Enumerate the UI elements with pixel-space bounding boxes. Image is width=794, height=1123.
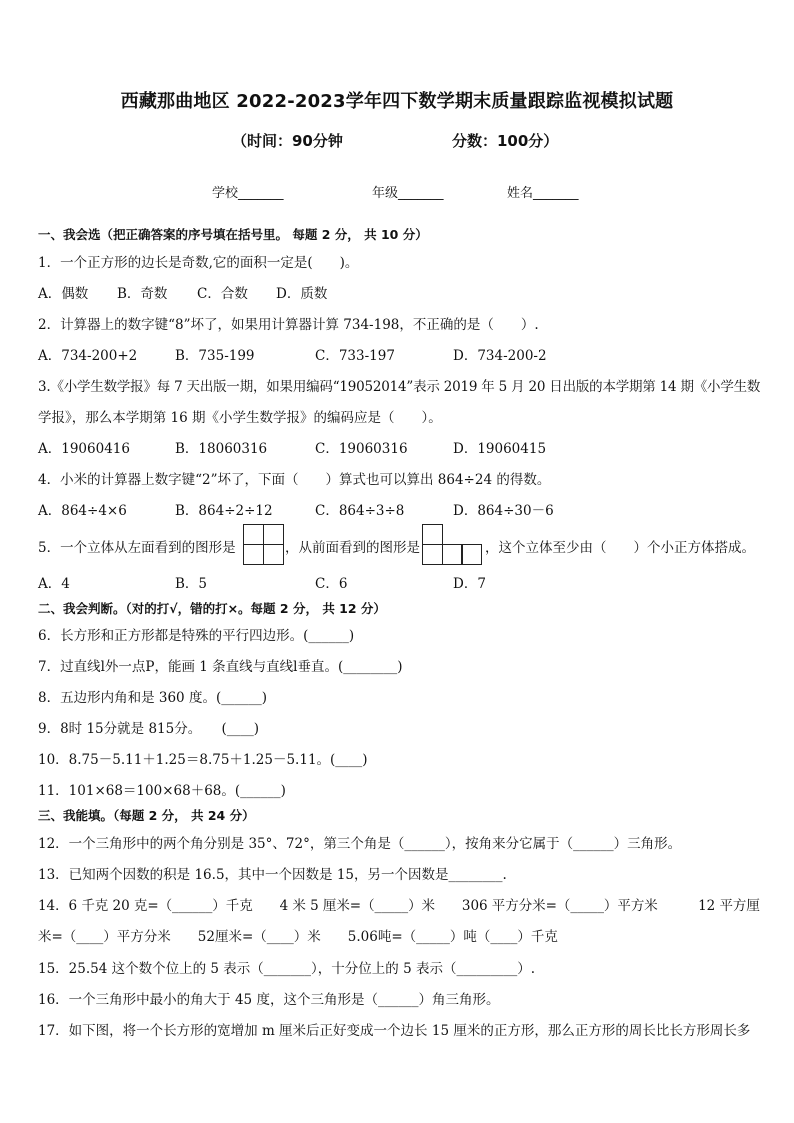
- exam-time: （时间：90分钟: [232, 132, 343, 150]
- question-1: 1．一个正方形的边长是奇数,它的面积一定是( )。: [38, 255, 359, 271]
- exam-score: 分数：100分）: [452, 132, 559, 150]
- question-5-part-b: ，从前面看到的图形是: [285, 540, 420, 556]
- q4-option-c: C．864÷3÷8: [315, 503, 405, 519]
- question-11: 11．101×68＝100×68＋68。(______): [38, 783, 286, 799]
- q3-option-c: C．19060316: [315, 441, 408, 457]
- q4-option-a: A．864÷4×6: [38, 503, 127, 519]
- q2-option-a: A．734-200+2: [38, 348, 138, 364]
- q5-option-d: D．7: [453, 576, 486, 592]
- page-title: 西藏那曲地区 2022-2023学年四下数学期末质量跟踪监视模拟试题: [120, 91, 674, 112]
- question-9: 9．8时 15分就是 815分。 (____): [38, 721, 259, 737]
- q3-option-a: A．19060416: [38, 441, 130, 457]
- question-17: 17．如下图，将一个长方形的宽增加 m 厘米后正好变成一个边长 15 厘米的正方形，那么正方形的周长比长方形周长多: [38, 1023, 751, 1039]
- q1-option-d: D．质数: [276, 286, 328, 302]
- question-5-part-a: 5．一个立体从左面看到的图形是: [38, 540, 236, 556]
- q2-option-d: D．734-200-2: [453, 348, 547, 364]
- q2-option-b: B．735-199: [175, 348, 255, 364]
- question-3: 3.《小学生数学报》每 7 天出版一期，如果用编码“19052014”表示 2019 年 5 月 20 日出版的本学期第 14 期《小学生数: [38, 379, 761, 395]
- q4-option-d: D．864÷30－6: [453, 503, 554, 519]
- q3-option-b: B．18060316: [175, 441, 268, 457]
- question-13: 13．已知两个因数的积是 16.5，其中一个因数是 15，另一个因数是________.: [38, 867, 507, 883]
- question-10: 10．8.75－5.11＋1.25＝8.75＋1.25－5.11。(____): [38, 752, 368, 768]
- school-field: 学校_______: [212, 186, 284, 201]
- q1-option-c: C．合数: [197, 286, 248, 302]
- q4-option-b: B．864÷2÷12: [175, 503, 273, 519]
- question-14: 14．6 千克 20 克=（______）千克 4 米 5 厘米=（_____）米 306 平方分米=（_____）平方米 12 平方厘: [38, 898, 760, 914]
- question-6: 6．长方形和正方形都是特殊的平行四边形。(______): [38, 628, 355, 644]
- q1-option-b: B．奇数: [117, 286, 168, 302]
- question-8: 8．五边形内角和是 360 度。(______): [38, 690, 267, 706]
- grade-field: 年级_______: [372, 186, 444, 201]
- question-15: 15．25.54 这个数个位上的 5 表示（_______），十分位上的 5 表示（_________）.: [38, 961, 536, 977]
- q3-option-d: D．19060415: [453, 441, 547, 457]
- section-heading-choice: 一、我会选（把正确答案的序号填在括号里。 每题 2 分， 共 10 分）: [38, 227, 428, 242]
- question-4: 4．小米的计算器上数字键“2”坏了，下面（ ）算式也可以算出 864÷24 的得数。: [38, 472, 551, 488]
- section-heading-judge: 二、我会判断。（对的打√，错的打×。每题 2 分， 共 12 分）: [38, 601, 386, 616]
- name-field: 姓名_______: [507, 186, 579, 201]
- q2-option-c: C．733-197: [315, 348, 395, 364]
- left-view-figure: [243, 524, 283, 564]
- front-view-figure: [422, 524, 484, 564]
- question-14-cont: 米=（____）平方分米 52厘米=（____）米 5.06吨=（_____）吨（____）千克: [38, 929, 558, 945]
- section-heading-fill: 三、我能填。（每题 2 分， 共 24 分）: [38, 808, 255, 823]
- q5-option-c: C．6: [315, 576, 348, 592]
- question-16: 16．一个三角形中最小的角大于 45 度，这个三角形是（______）角三角形。: [38, 992, 500, 1008]
- question-7: 7．过直线l外一点P，能画 1 条直线与直线l垂直。(________): [38, 659, 403, 675]
- q1-option-a: A．偶数: [38, 286, 89, 302]
- q5-option-b: B．5: [175, 576, 208, 592]
- question-3-cont: 学报》，那么本学期第 16 期《小学生数学报》的编码应是（ ）。: [38, 410, 442, 426]
- question-12: 12．一个三角形中的两个角分别是 35°、72°，第三个角是（______），按角来分它属于（______）三角形。: [38, 836, 682, 852]
- question-2: 2．计算器上的数字键“8”坏了，如果用计算器计算 734-198，不正确的是（ ）.: [38, 317, 539, 333]
- q5-option-a: A．4: [38, 576, 70, 592]
- question-5-part-c: ，这个立体至少由（ ）个小正方体搭成。: [485, 540, 755, 556]
